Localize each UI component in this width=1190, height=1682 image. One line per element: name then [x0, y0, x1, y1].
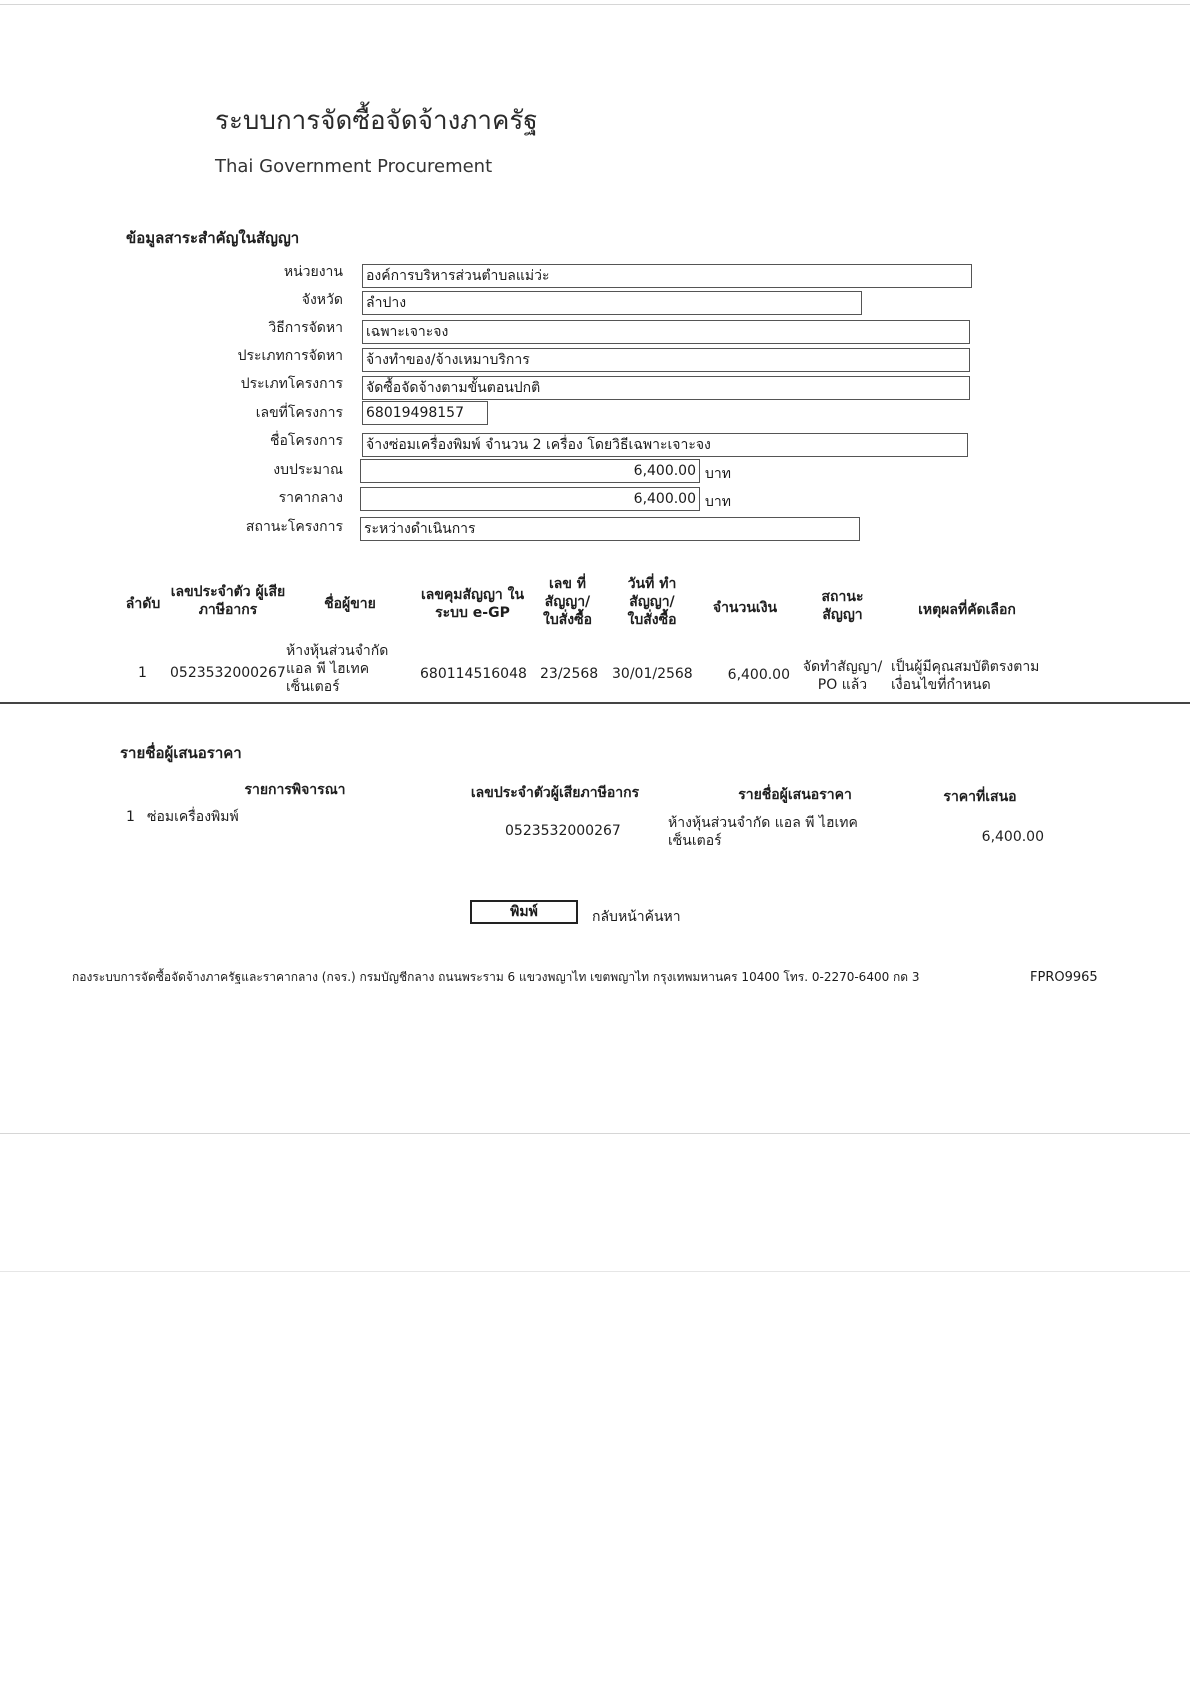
field-label-project-no: เลขที่โครงการ: [255, 405, 343, 421]
median-price-unit: บาท: [705, 494, 731, 510]
page-title: ระบบการจัดซื้อจัดจ้างภาครัฐ: [215, 106, 538, 136]
row-amount: 6,400.00: [727, 667, 790, 683]
back-to-search-link[interactable]: กลับหน้าค้นหา: [592, 909, 681, 925]
field-project-name: จ้างซ่อมเครื่องพิมพ์ จำนวน 2 เครื่อง โดยวิธีเฉพาะเจาะจง: [362, 433, 968, 457]
col-header-vendor: ชื่อผู้ขาย: [324, 596, 376, 612]
scan-fold-line: [0, 1133, 1190, 1134]
row-vendor: ห้างหุ้นส่วนจำกัด แอล พี ไฮเทค เซ็นเตอร์: [286, 643, 389, 695]
section-divider: [0, 702, 1190, 704]
row-contract-no: 23/2568: [540, 666, 599, 682]
bid-col-header-price: ราคาที่เสนอ: [943, 789, 1017, 805]
field-median-price: 6,400.00: [360, 487, 700, 511]
field-province: ลำปาง: [362, 291, 862, 315]
col-header-tax-id: เลขประจำตัว ผู้เสียภาษีอากร: [170, 584, 286, 618]
bid-row-price: 6,400.00: [981, 829, 1044, 845]
col-header-egp-no: เลขคุมสัญญา ในระบบ e-GP: [420, 587, 525, 621]
scan-edge-top: [0, 4, 1190, 5]
field-label-project-status: สถานะโครงการ: [245, 519, 343, 535]
field-method: เฉพาะเจาะจง: [362, 320, 970, 344]
field-label-median-price: ราคากลาง: [278, 490, 343, 506]
col-header-no: ลำดับ: [125, 596, 161, 612]
row-reason: เป็นผู้มีคุณสมบัติตรงตาม เงื่อนไขที่กำหนด: [891, 659, 1040, 693]
bid-row-no: 1: [126, 809, 135, 825]
print-button[interactable]: พิมพ์: [470, 900, 578, 924]
field-project-no: 68019498157: [362, 401, 488, 425]
field-label-method: วิธีการจัดหา: [268, 320, 343, 336]
page-subtitle: Thai Government Procurement: [215, 156, 493, 177]
row-status: จัดทำสัญญา/ PO แล้ว: [802, 659, 883, 693]
field-label-budget: งบประมาณ: [273, 462, 343, 478]
field-procurement-type: จ้างทำของ/จ้างเหมาบริการ: [362, 348, 970, 372]
bidders-heading: รายชื่อผู้เสนอราคา: [120, 744, 242, 762]
col-header-status: สถานะ สัญญา: [821, 589, 864, 623]
bid-col-header-name: รายชื่อผู้เสนอราคา: [738, 787, 852, 803]
bid-row-item: ซ่อมเครื่องพิมพ์: [147, 809, 239, 825]
col-header-contract-no: เลข ที่สัญญา/ ใบสั่งซื้อ: [542, 576, 592, 628]
field-label-province: จังหวัด: [301, 292, 343, 308]
footer-form-code: FPRO9965: [1030, 970, 1098, 985]
footer-address: กองระบบการจัดซื้อจัดจ้างภาครัฐและราคากลาง (กจร.) กรมบัญชีกลาง ถนนพระราม 6 แขวงพญาไท เขตพญาไท กรุงเทพมหานคร 10400 โทร. 0-2270-6400 กด 3: [72, 970, 920, 984]
bid-col-header-tax-id: เลขประจำตัวผู้เสียภาษีอากร: [470, 785, 640, 801]
col-header-date: วันที่ ทำสัญญา/ ใบสั่งซื้อ: [627, 576, 677, 628]
field-label-project-type: ประเภทโครงการ: [240, 376, 343, 392]
row-date: 30/01/2568: [612, 666, 693, 682]
scan-fold-line-lower: [0, 1271, 1190, 1272]
field-project-type: จัดซื้อจัดจ้างตามขั้นตอนปกติ: [362, 376, 970, 400]
row-tax-id: 0523532000267: [170, 665, 286, 681]
field-label-procurement-type: ประเภทการจัดหา: [237, 348, 343, 364]
bid-row-tax-id: 0523532000267: [505, 823, 621, 839]
col-header-reason: เหตุผลที่คัดเลือก: [918, 602, 1016, 618]
field-label-project-name: ชื่อโครงการ: [269, 433, 343, 449]
budget-unit: บาท: [705, 466, 731, 482]
field-budget: 6,400.00: [360, 459, 700, 483]
row-no: 1: [138, 665, 147, 681]
contract-info-heading: ข้อมูลสาระสำคัญในสัญญา: [126, 229, 300, 247]
col-header-amount: จำนวนเงิน: [712, 600, 778, 616]
bid-row-name: ห้างหุ้นส่วนจำกัด แอล พี ไฮเทค เซ็นเตอร์: [668, 815, 858, 849]
row-egp-no: 680114516048: [420, 666, 527, 682]
field-project-status: ระหว่างดำเนินการ: [360, 517, 860, 541]
field-agency: องค์การบริหารส่วนตำบลแม่ว่ะ: [362, 264, 972, 288]
bid-col-header-item: รายการพิจารณา: [244, 782, 346, 798]
field-label-agency: หน่วยงาน: [283, 264, 343, 280]
